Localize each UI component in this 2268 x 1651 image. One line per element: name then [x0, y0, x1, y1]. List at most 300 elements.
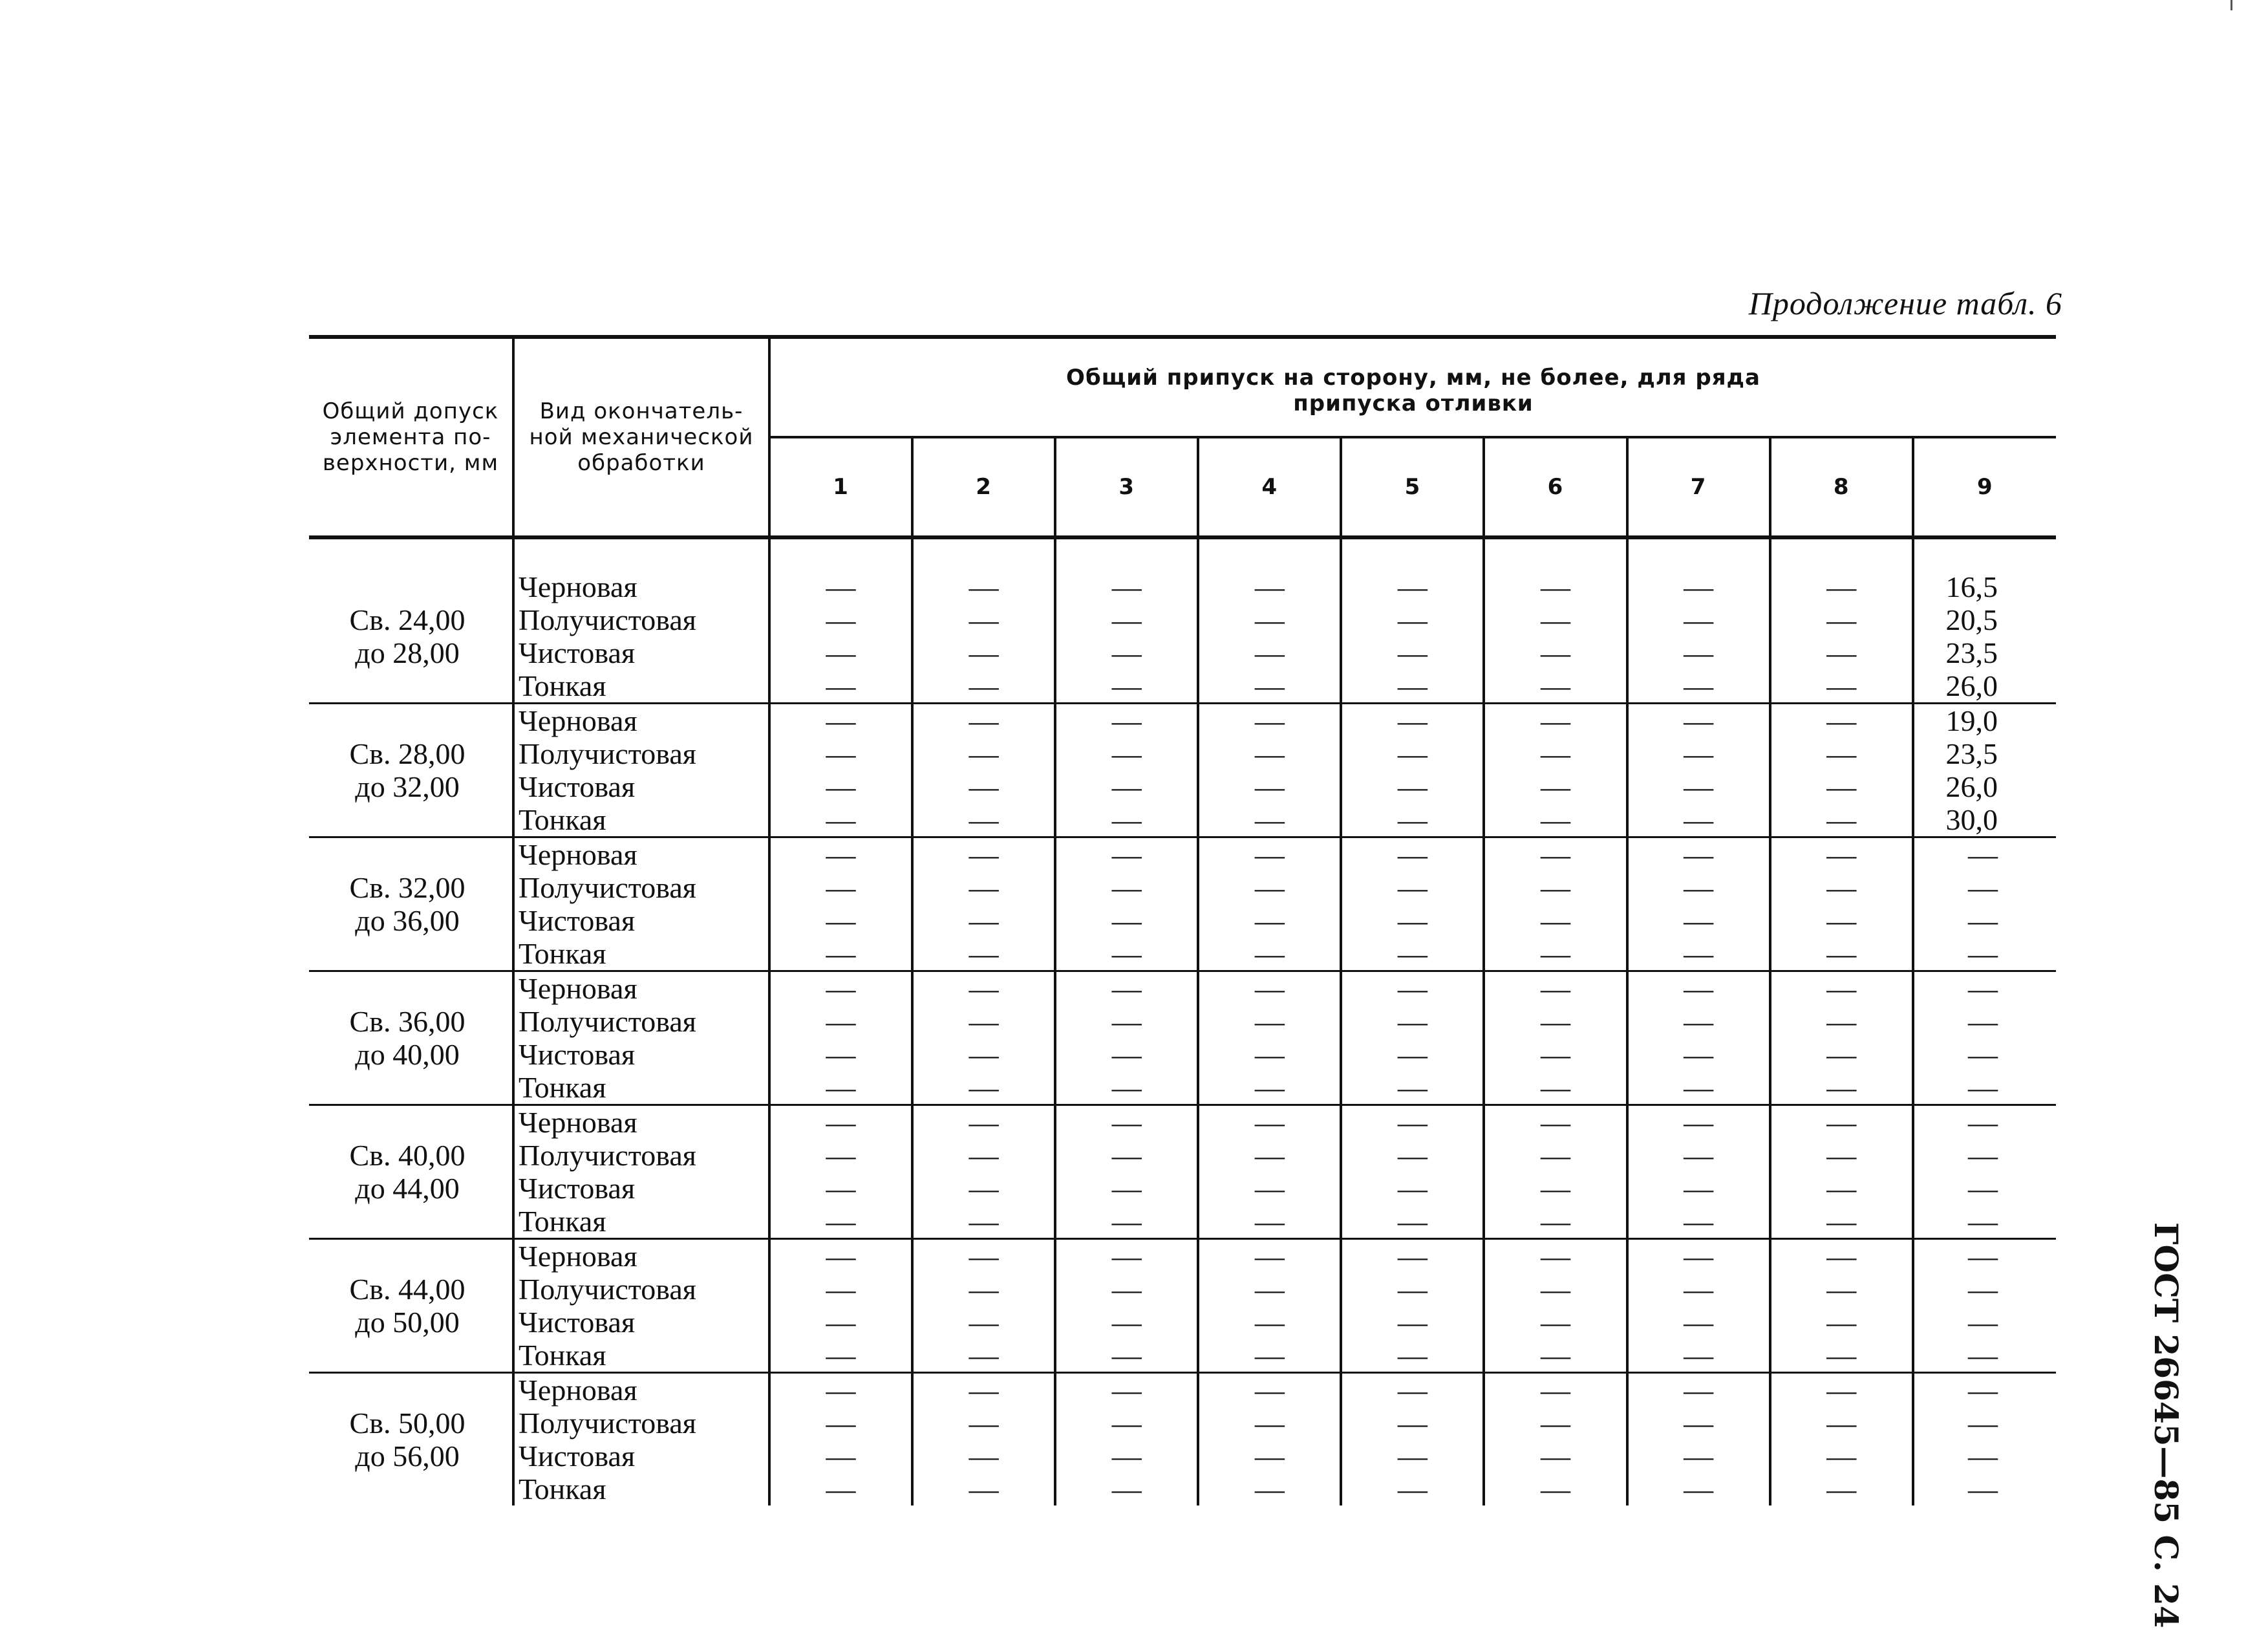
allowance-value: — — [968, 1440, 999, 1473]
allowance-value: — — [1254, 1139, 1285, 1172]
machining-kind: Черновая — [519, 1106, 637, 1139]
table-header — [309, 337, 2056, 537]
allowance-row-4-cell — [1198, 1105, 1341, 1239]
allowance-value: — — [1254, 1172, 1285, 1205]
allowance-value: — — [1111, 1172, 1142, 1205]
allowance-value: — — [826, 937, 856, 970]
allowance-row-7-cell — [1627, 837, 1770, 971]
machining-kind: Черновая — [519, 570, 637, 603]
document-footer — [2127, 1222, 2205, 1628]
allowance-row-9-cell — [1913, 537, 2056, 704]
allowance-value: — — [968, 603, 999, 636]
machining-kind: Получистовая — [519, 871, 696, 904]
allowance-value: — — [1541, 972, 1571, 1005]
tolerance-range — [309, 837, 513, 971]
header-row-9: 9 — [1977, 474, 1993, 500]
allowance-row-5-cell — [1341, 537, 1484, 704]
allowance-value: — — [1684, 704, 1714, 737]
header-row-4: 4 — [1198, 437, 1341, 537]
machining-kind: Черновая — [519, 972, 637, 1005]
allowance-value: — — [1397, 1273, 1428, 1306]
tolerance-group-row — [309, 971, 2056, 1105]
allowance-value: — — [1541, 1306, 1571, 1339]
standard-page-number: ГОСТ 26645—85 С. 24 — [2147, 1222, 2185, 1628]
allowance-value: — — [1684, 1172, 1714, 1205]
allowance-value: — — [1968, 1106, 1998, 1139]
allowance-value: — — [826, 1139, 856, 1172]
allowance-value: 19,0 — [1945, 704, 1998, 737]
allowance-row-4-cell — [1198, 704, 1341, 837]
allowance-value: — — [968, 803, 999, 836]
header-allowance-line: Общий припуск на сторону, мм, не более, для ряда — [1066, 365, 1760, 391]
allowance-value: — — [826, 803, 856, 836]
allowance-value: — — [1968, 1374, 1998, 1407]
allowance-value: — — [1826, 937, 1857, 970]
machining-kind: Черновая — [519, 838, 637, 871]
allowance-value: — — [1397, 1106, 1428, 1139]
allowance-value: — — [968, 1374, 999, 1407]
allowance-value: — — [1111, 972, 1142, 1005]
allowance-value: — — [968, 972, 999, 1005]
allowance-value: 23,5 — [1945, 737, 1998, 770]
machining-kind: Чистовая — [519, 770, 636, 803]
allowance-value: — — [1968, 972, 1998, 1005]
allowance-row-1-cell — [769, 1373, 912, 1506]
allowance-value: — — [1397, 1038, 1428, 1071]
machining-kind-list — [513, 704, 769, 837]
allowance-value: — — [1968, 937, 1998, 970]
allowance-value: — — [826, 1440, 856, 1473]
allowance-value: — — [1397, 937, 1428, 970]
allowance-value: — — [1111, 636, 1142, 669]
allowance-row-4-cell — [1198, 537, 1341, 704]
allowance-row-3-cell — [1055, 837, 1198, 971]
allowance-value: — — [968, 704, 999, 737]
tolerance-to: до 40,00 — [355, 1038, 460, 1071]
allowance-value: — — [1826, 1374, 1857, 1407]
allowance-value: — — [968, 1106, 999, 1139]
allowance-value: — — [1684, 838, 1714, 871]
allowance-value: — — [1254, 704, 1285, 737]
allowance-row-2-cell — [912, 1373, 1055, 1506]
allowance-value: — — [1541, 1273, 1571, 1306]
allowance-row-7-cell — [1627, 1239, 1770, 1373]
allowance-value: — — [1254, 603, 1285, 636]
allowance-value: — — [1968, 1440, 1998, 1473]
machining-kind: Тонкая — [519, 1205, 606, 1238]
allowance-row-7-cell — [1627, 1373, 1770, 1506]
tolerance-from: Св. 36,00 — [349, 1005, 465, 1038]
allowance-value: — — [1968, 1273, 1998, 1306]
allowance-value: — — [1826, 904, 1857, 937]
allowance-value: — — [1968, 1038, 1998, 1071]
allowance-row-1-cell — [769, 971, 912, 1105]
machining-kind: Тонкая — [519, 1071, 606, 1104]
allowance-value: — — [826, 1205, 856, 1238]
allowance-value: — — [1541, 669, 1571, 702]
allowance-value: — — [826, 770, 856, 803]
allowance-value: — — [1111, 803, 1142, 836]
allowance-value: — — [1684, 570, 1714, 603]
allowance-value: — — [1397, 1440, 1428, 1473]
allowance-value: — — [1541, 1407, 1571, 1440]
allowance-value: — — [826, 1038, 856, 1071]
allowance-value: — — [1541, 1071, 1571, 1104]
allowance-value: — — [1397, 669, 1428, 702]
allowance-row-8-cell — [1770, 704, 1913, 837]
allowance-value: — — [1541, 1038, 1571, 1071]
allowance-value: 26,0 — [1945, 669, 1998, 702]
allowance-value: — — [1968, 1172, 1998, 1205]
allowance-value: — — [1684, 1407, 1714, 1440]
allowance-value: — — [1684, 737, 1714, 770]
allowance-value: — — [1254, 904, 1285, 937]
tolerance-range — [309, 704, 513, 837]
allowance-value: — — [1826, 636, 1857, 669]
allowance-value: — — [1397, 570, 1428, 603]
allowance-value: — — [1684, 1240, 1714, 1273]
allowance-value: — — [1541, 904, 1571, 937]
allowance-value: — — [826, 1407, 856, 1440]
allowance-value: — — [1397, 871, 1428, 904]
allowance-value: — — [1541, 1339, 1571, 1372]
allowance-value: — — [1111, 1306, 1142, 1339]
tolerance-from: Св. 50,00 — [349, 1407, 465, 1440]
header-kind-line: Вид окончатель- — [539, 398, 744, 424]
allowance-value: — — [1684, 1106, 1714, 1139]
allowance-value: — — [1397, 1374, 1428, 1407]
allowance-row-2-cell — [912, 537, 1055, 704]
allowance-value: — — [1541, 704, 1571, 737]
allowance-value: — — [1541, 1106, 1571, 1139]
allowance-value: — — [1254, 1205, 1285, 1238]
allowance-value: — — [1111, 1106, 1142, 1139]
tolerance-group-row — [309, 1105, 2056, 1239]
allowance-value: — — [1541, 1139, 1571, 1172]
allowance-value: — — [1254, 1374, 1285, 1407]
allowance-value: — — [826, 570, 856, 603]
allowance-row-6-cell — [1484, 1105, 1627, 1239]
allowance-value: — — [968, 1473, 999, 1505]
allowance-value: — — [826, 636, 856, 669]
allowance-value: — — [1111, 669, 1142, 702]
allowance-value: — — [1254, 838, 1285, 871]
allowance-value: — — [826, 669, 856, 702]
allowance-row-8-cell — [1770, 971, 1913, 1105]
machining-kind-list — [513, 537, 769, 704]
tolerance-to: до 50,00 — [355, 1306, 460, 1339]
allowance-value: — — [1684, 669, 1714, 702]
machining-kind: Тонкая — [519, 803, 606, 836]
allowance-value: — — [826, 1273, 856, 1306]
header-row-6: 6 — [1484, 437, 1627, 537]
machining-kind: Получистовая — [519, 1273, 696, 1306]
allowance-value: — — [1826, 1407, 1857, 1440]
allowance-value: — — [1968, 838, 1998, 871]
allowance-value: — — [1826, 972, 1857, 1005]
allowance-value: — — [1397, 838, 1428, 871]
allowance-value: — — [968, 838, 999, 871]
allowance-value: — — [1111, 1038, 1142, 1071]
allowance-value: — — [1826, 1306, 1857, 1339]
allowance-value: — — [1826, 1071, 1857, 1104]
allowance-value: — — [1684, 603, 1714, 636]
allowance-value: — — [1397, 904, 1428, 937]
allowance-value: — — [1541, 636, 1571, 669]
allowance-value: — — [1541, 770, 1571, 803]
allowance-value: — — [1826, 770, 1857, 803]
allowance-value: — — [1826, 1339, 1857, 1372]
allowance-row-1-cell — [769, 1239, 912, 1373]
allowance-value: — — [826, 1005, 856, 1038]
tolerance-to: до 32,00 — [355, 770, 460, 803]
allowance-value: — — [968, 1139, 999, 1172]
allowance-row-9-cell — [1913, 837, 2056, 971]
allowance-value: — — [968, 1205, 999, 1238]
allowance-value: — — [1541, 838, 1571, 871]
allowance-value: — — [968, 1240, 999, 1273]
allowance-value: — — [968, 1339, 999, 1372]
allowance-value: — — [826, 704, 856, 737]
allowance-value: — — [1826, 1038, 1857, 1071]
machining-kind: Получистовая — [519, 1005, 696, 1038]
allowance-value: — — [1826, 704, 1857, 737]
allowance-row-5-cell — [1341, 1373, 1484, 1506]
allowance-value: — — [1254, 803, 1285, 836]
allowance-value: — — [826, 1106, 856, 1139]
machining-kind: Чистовая — [519, 904, 636, 937]
tolerance-group-row — [309, 1239, 2056, 1373]
allowance-value: — — [1397, 1005, 1428, 1038]
allowance-row-7-cell — [1627, 1105, 1770, 1239]
allowance-row-6-cell — [1484, 1373, 1627, 1506]
allowance-value: — — [826, 904, 856, 937]
machining-kind-list — [513, 837, 769, 971]
allowance-value: — — [1254, 669, 1285, 702]
allowance-value: — — [1254, 737, 1285, 770]
allowance-row-8-cell — [1770, 1239, 1913, 1373]
allowance-value: — — [1254, 770, 1285, 803]
machining-kind: Черновая — [519, 1374, 637, 1407]
machining-kind: Черновая — [519, 704, 637, 737]
allowance-value: — — [1826, 1139, 1857, 1172]
allowance-value: — — [1684, 1139, 1714, 1172]
header-row-5: 5 — [1341, 437, 1484, 537]
allowance-row-4-cell — [1198, 1239, 1341, 1373]
header-kind-line: обработки — [577, 450, 705, 476]
allowance-value: — — [826, 972, 856, 1005]
machining-kind-list — [513, 971, 769, 1105]
allowance-value: — — [1684, 1473, 1714, 1505]
allowance-value: — — [968, 904, 999, 937]
allowance-row-9-cell — [1913, 971, 2056, 1105]
machining-kind: Чистовая — [519, 1038, 636, 1071]
tolerance-from: Св. 28,00 — [349, 737, 465, 770]
allowance-value: — — [1826, 1440, 1857, 1473]
allowance-value: 23,5 — [1945, 636, 1998, 669]
allowance-value: — — [1111, 1374, 1142, 1407]
tolerance-group-row — [309, 1373, 2056, 1506]
allowance-row-7-cell — [1627, 704, 1770, 837]
allowance-value: — — [1111, 1273, 1142, 1306]
allowance-value: — — [1111, 570, 1142, 603]
allowance-value: — — [1826, 871, 1857, 904]
allowance-value: — — [968, 669, 999, 702]
allowance-value: — — [1254, 1306, 1285, 1339]
allowance-value: — — [1397, 972, 1428, 1005]
allowance-row-1-cell — [769, 704, 912, 837]
allowance-value: — — [1826, 669, 1857, 702]
tolerance-from: Св. 44,00 — [349, 1273, 465, 1306]
allowance-value: — — [1968, 871, 1998, 904]
allowance-value: — — [1397, 603, 1428, 636]
allowance-row-6-cell — [1484, 537, 1627, 704]
header-tolerance-line: Общий допуск — [322, 398, 499, 424]
allowance-row-3-cell — [1055, 1239, 1198, 1373]
allowance-row-8-cell — [1770, 1105, 1913, 1239]
allowance-value: — — [1254, 871, 1285, 904]
allowance-value: — — [1254, 1473, 1285, 1505]
allowance-value: — — [1684, 871, 1714, 904]
allowance-row-6-cell — [1484, 1239, 1627, 1373]
allowance-value: — — [826, 838, 856, 871]
allowance-value: — — [1826, 1273, 1857, 1306]
allowance-table — [309, 335, 2056, 1505]
allowance-value: — — [1968, 1139, 1998, 1172]
allowance-value: — — [968, 1306, 999, 1339]
allowance-value: — — [1684, 1038, 1714, 1071]
allowance-row-2-cell — [912, 704, 1055, 837]
header-row-8: 8 — [1770, 437, 1913, 537]
header-machining-kind — [513, 337, 769, 537]
tolerance-to: до 56,00 — [355, 1440, 460, 1473]
allowance-value: — — [1111, 1005, 1142, 1038]
allowance-row-9-cell — [1913, 1373, 2056, 1506]
allowance-value: — — [968, 770, 999, 803]
allowance-value: — — [1254, 636, 1285, 669]
allowance-value: — — [1254, 1038, 1285, 1071]
allowance-value: — — [1397, 1473, 1428, 1505]
allowance-value: — — [1397, 1205, 1428, 1238]
machining-kind: Тонкая — [519, 669, 606, 702]
header-row-2: 2 — [912, 437, 1055, 537]
tolerance-to: до 36,00 — [355, 904, 460, 937]
allowance-value: — — [1968, 1240, 1998, 1273]
allowance-value: — — [1397, 636, 1428, 669]
header-allowance-line: припуска отливки — [1293, 391, 1534, 416]
allowance-value: — — [1684, 937, 1714, 970]
allowance-value: — — [1111, 704, 1142, 737]
allowance-value: — — [1968, 1071, 1998, 1104]
allowance-row-2-cell — [912, 837, 1055, 971]
allowance-row-8-cell — [1770, 837, 1913, 971]
allowance-value: — — [1254, 1240, 1285, 1273]
allowance-value: — — [1541, 871, 1571, 904]
allowance-value: — — [826, 1071, 856, 1104]
allowance-value: — — [1397, 1172, 1428, 1205]
tolerance-range — [309, 537, 513, 704]
machining-kind: Чистовая — [519, 1306, 636, 1339]
allowance-row-5-cell — [1341, 837, 1484, 971]
allowance-row-3-cell — [1055, 971, 1198, 1105]
tolerance-group-row — [309, 537, 2056, 704]
allowance-row-1-cell — [769, 1105, 912, 1239]
allowance-value: — — [1541, 603, 1571, 636]
allowance-row-5-cell — [1341, 971, 1484, 1105]
allowance-row-6-cell — [1484, 971, 1627, 1105]
allowance-value: — — [968, 871, 999, 904]
machining-kind: Тонкая — [519, 1473, 606, 1505]
page-edge-mark — [2231, 0, 2232, 10]
tolerance-group-row — [309, 837, 2056, 971]
allowance-value: — — [1254, 1071, 1285, 1104]
allowance-value: — — [1541, 1473, 1571, 1505]
allowance-value: — — [1397, 737, 1428, 770]
tolerance-from: Св. 24,00 — [349, 603, 465, 636]
allowance-row-6-cell — [1484, 704, 1627, 837]
header-tolerance-line: верхности, мм — [322, 450, 499, 476]
allowance-value: — — [1684, 1374, 1714, 1407]
allowance-row-7-cell — [1627, 971, 1770, 1105]
tolerance-to: до 44,00 — [355, 1172, 460, 1205]
tolerance-to: до 28,00 — [355, 636, 460, 669]
allowance-value: — — [968, 1407, 999, 1440]
allowance-value: — — [1254, 570, 1285, 603]
tolerance-range — [309, 1373, 513, 1506]
allowance-value: — — [1684, 1273, 1714, 1306]
allowance-value: — — [1254, 937, 1285, 970]
allowance-value: — — [826, 603, 856, 636]
tolerance-from: Св. 32,00 — [349, 871, 465, 904]
allowance-value: — — [1111, 603, 1142, 636]
tolerance-range — [309, 1239, 513, 1373]
tolerance-from: Св. 40,00 — [349, 1139, 465, 1172]
allowance-value: — — [1684, 1071, 1714, 1104]
allowance-value: — — [1254, 972, 1285, 1005]
allowance-value: — — [1968, 1205, 1998, 1238]
allowance-row-6-cell — [1484, 837, 1627, 971]
allowance-value: — — [1111, 937, 1142, 970]
header-row-3: 3 — [1055, 437, 1198, 537]
allowance-value: — — [1397, 1306, 1428, 1339]
allowance-value: — — [1684, 803, 1714, 836]
allowance-value: — — [1684, 636, 1714, 669]
allowance-value: — — [968, 937, 999, 970]
allowance-row-4-cell — [1198, 1373, 1341, 1506]
allowance-row-3-cell — [1055, 1373, 1198, 1506]
allowance-row-5-cell — [1341, 1105, 1484, 1239]
allowance-value: — — [1111, 1071, 1142, 1104]
allowance-value: — — [1541, 1005, 1571, 1038]
allowance-row-9-cell — [1913, 1239, 2056, 1373]
allowance-value: 26,0 — [1945, 770, 1998, 803]
allowance-value: — — [826, 1374, 856, 1407]
allowance-value: — — [1397, 1240, 1428, 1273]
allowance-row-3-cell — [1055, 1105, 1198, 1239]
allowance-value: 20,5 — [1945, 603, 1998, 636]
header-allowance — [769, 337, 2056, 437]
allowance-value: — — [1684, 1339, 1714, 1372]
allowance-row-2-cell — [912, 971, 1055, 1105]
tolerance-range — [309, 1105, 513, 1239]
allowance-value: — — [1541, 1374, 1571, 1407]
allowance-value: — — [968, 636, 999, 669]
machining-kind: Чистовая — [519, 1440, 636, 1473]
allowance-value: — — [1254, 1407, 1285, 1440]
allowance-value: — — [1541, 570, 1571, 603]
allowance-value: — — [826, 1172, 856, 1205]
allowance-value: — — [826, 871, 856, 904]
